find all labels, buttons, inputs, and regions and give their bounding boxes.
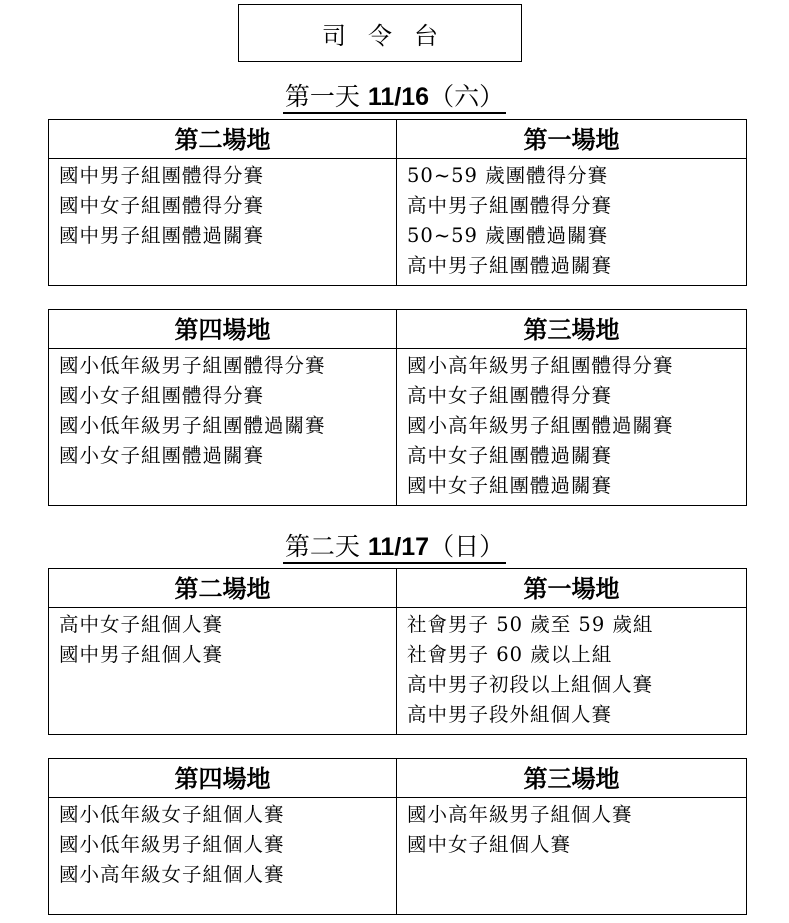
event-list bbox=[49, 608, 397, 735]
venue-header: 第二場地 bbox=[49, 120, 397, 159]
event-item: 高中男子組團體過關賽 bbox=[407, 254, 613, 277]
event-list bbox=[397, 608, 747, 735]
event-item: 高中男子段外組個人賽 bbox=[407, 703, 613, 726]
venue-header: 第一場地 bbox=[397, 569, 747, 608]
venue-header: 第四場地 bbox=[49, 759, 397, 798]
venue-header: 第二場地 bbox=[49, 569, 397, 608]
event-item: 國小高年級男子組團體得分賽 bbox=[407, 354, 674, 377]
event-item: 國小女子組團體得分賽 bbox=[59, 384, 265, 407]
event-item: 國中男子組團體得分賽 bbox=[59, 164, 265, 187]
event-item: 高中女子組團體過關賽 bbox=[407, 444, 613, 467]
venue-header: 第四場地 bbox=[49, 310, 397, 349]
event-item: 國中男子組團體過關賽 bbox=[59, 224, 265, 247]
day-1-title bbox=[0, 82, 789, 114]
event-list bbox=[397, 798, 747, 915]
event-item: 國小低年級男子組團體過關賽 bbox=[59, 414, 326, 437]
event-item: 高中男子初段以上組個人賽 bbox=[407, 673, 654, 696]
event-item: 國小低年級男子組團體得分賽 bbox=[59, 354, 326, 377]
venue-header: 第三場地 bbox=[397, 310, 747, 349]
event-item: 國中男子組個人賽 bbox=[59, 643, 224, 666]
event-item: 高中男子組團體得分賽 bbox=[407, 194, 613, 217]
event-item: 國中女子組個人賽 bbox=[407, 833, 572, 856]
event-list bbox=[397, 349, 747, 506]
event-item: 國小高年級男子組團體過關賽 bbox=[407, 414, 674, 437]
venue-header: 第一場地 bbox=[397, 120, 747, 159]
event-item: 國中女子組團體過關賽 bbox=[407, 474, 613, 497]
day-1-table-2 bbox=[48, 309, 747, 506]
event-item: 50~59 歲團體得分賽 bbox=[407, 164, 609, 187]
event-item: 國小高年級男子組個人賽 bbox=[407, 803, 633, 826]
day-1-prefix: 第一天 bbox=[284, 82, 368, 111]
event-list bbox=[49, 349, 397, 506]
event-item: 社會男子 50 歲至 59 歲組 bbox=[407, 613, 654, 636]
event-item: 國小低年級男子組個人賽 bbox=[59, 833, 285, 856]
event-list bbox=[49, 798, 397, 915]
event-item: 國小女子組團體過關賽 bbox=[59, 444, 265, 467]
event-item: 50~59 歲團體過關賽 bbox=[407, 224, 609, 247]
event-item: 國中女子組團體得分賽 bbox=[59, 194, 265, 217]
day-2-table-2 bbox=[48, 758, 747, 915]
day-1-weekday: （六） bbox=[429, 82, 505, 111]
event-list bbox=[397, 159, 747, 286]
day-2-title bbox=[0, 532, 789, 564]
day-1-table-1 bbox=[48, 119, 747, 286]
stage-label: 司令台 bbox=[238, 4, 522, 62]
day-2-date: 11/17 bbox=[367, 533, 430, 561]
event-item: 社會男子 60 歲以上組 bbox=[407, 643, 613, 666]
day-2-table-1 bbox=[48, 568, 747, 735]
venue-header: 第三場地 bbox=[397, 759, 747, 798]
event-item: 高中女子組個人賽 bbox=[59, 613, 224, 636]
day-1-date: 11/16 bbox=[367, 83, 430, 111]
event-item: 國小低年級女子組個人賽 bbox=[59, 803, 285, 826]
day-2-prefix: 第二天 bbox=[284, 532, 368, 561]
event-item: 高中女子組團體得分賽 bbox=[407, 384, 613, 407]
event-list bbox=[49, 159, 397, 286]
day-2-weekday: （日） bbox=[429, 532, 505, 561]
event-item: 國小高年級女子組個人賽 bbox=[59, 863, 285, 886]
